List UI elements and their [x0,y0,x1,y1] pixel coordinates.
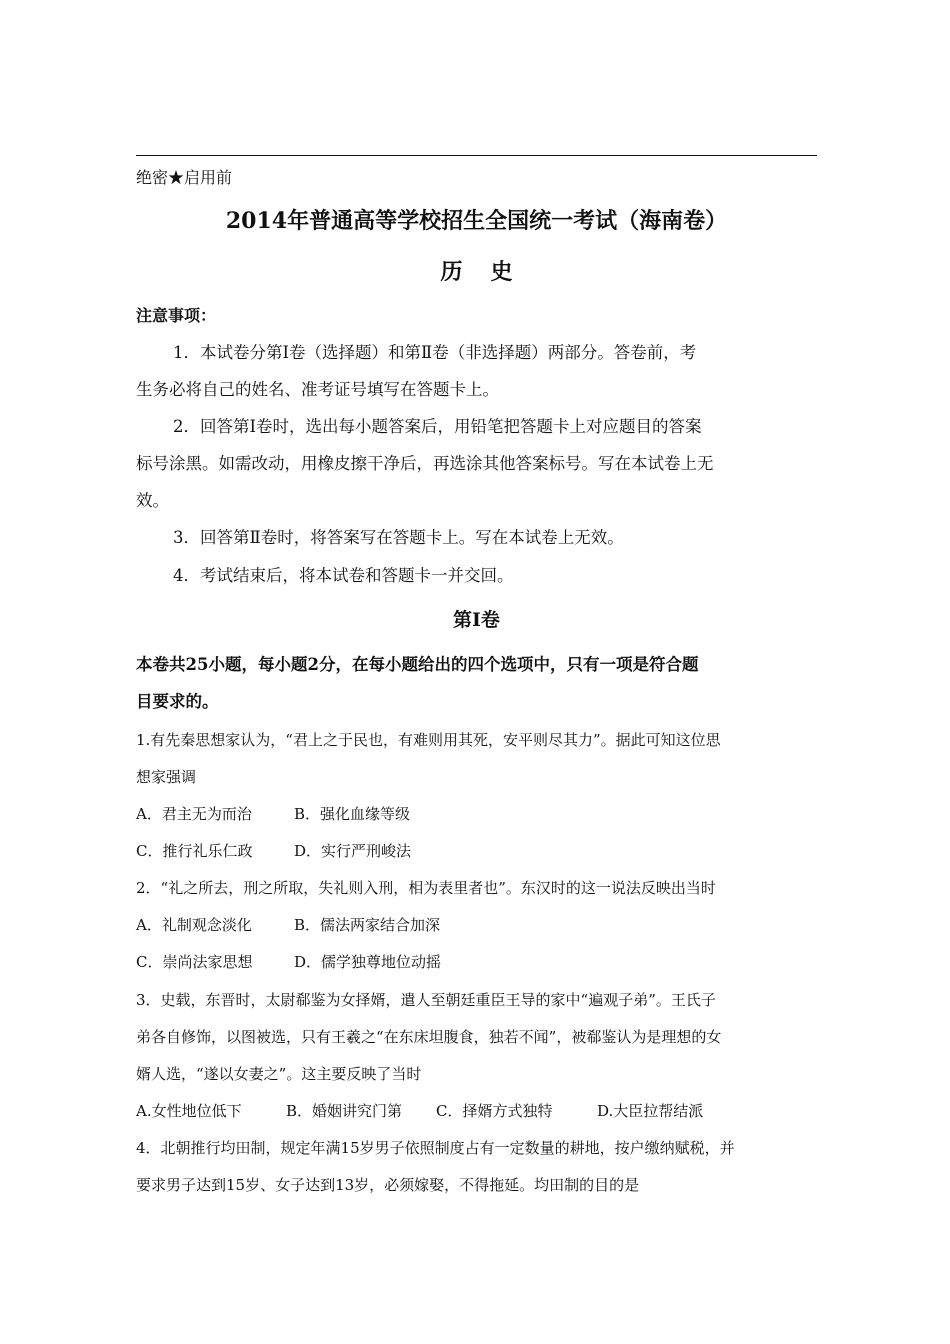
question-1-options-row-1 [136,804,817,824]
note-1-line-2: 生务必将自己的姓名、准考证号填写在答题卡上。 [136,380,499,399]
question-4-line-1: 4．北朝推行均田制，规定年满15岁男子依照制度占有一定数量的耕地，按户缴纳赋税，并 [136,1139,735,1157]
note-3: 3．回答第Ⅱ卷时，将答案写在答题卡上。写在本试卷上无效。 [173,528,624,547]
question-1-line-1: 1.有先秦思想家认为，“君上之于民也，有难则用其死，安平则尽其力”。据此可知这位思 [136,731,721,749]
secret-label: 绝密★启用前 [136,168,233,187]
question-1-option-d: D．实行严刑峻法 [294,842,412,860]
section-1-instructions-line-1: 本卷共25小题，每小题2分，在每小题给出的四个选项中，只有一项是符合题 [136,655,699,674]
question-2-options-row-1 [136,915,817,935]
question-2-option-a: A．礼制观念淡化 [136,916,252,934]
question-3-options [136,1101,817,1121]
question-3-option-d: D.大臣拉帮结派 [597,1102,704,1120]
note-4: 4．考试结束后，将本试卷和答题卡一并交回。 [173,566,514,585]
question-3-option-b: B．婚姻讲究门第 [286,1102,403,1120]
question-3-line-1: 3．史载，东晋时，太尉郗鉴为女择婿，遣人至朝廷重臣王导的家中“遍观子弟”。王氏子 [136,991,716,1009]
question-2-line-1: 2．“礼之所去，刑之所取，失礼则入刑，相为表里者也”。东汉时的这一说法反映出当时 [136,879,716,897]
question-1-option-b: B．强化血缘等级 [294,805,411,823]
subject-title: 历史 [440,259,541,285]
question-3-line-2: 弟各自修饰，以图被选，只有王羲之“在东床坦腹食，独若不闻”，被郗鉴认为是理想的女 [136,1028,722,1046]
question-3-option-c: C．择婿方式独特 [436,1102,553,1120]
question-2-option-c: C．崇尚法家思想 [136,953,253,971]
question-1-line-2: 想家强调 [136,768,197,786]
header-rule [136,155,817,156]
question-2-options-row-2 [136,952,817,972]
section-1-instructions-line-2: 目要求的。 [136,692,219,711]
note-2-line-2: 标号涂黑。如需改动，用橡皮擦干净后，再选涂其他答案标号。写在本试卷上无 [136,454,714,473]
question-2-option-b: B．儒法两家结合加深 [294,916,441,934]
question-2-option-d: D．儒学独尊地位动摇 [294,953,442,971]
note-2-line-1: 2．回答第Ⅰ卷时，选出每小题答案后，用铅笔把答题卡上对应题目的答案 [173,417,702,436]
question-4-line-2: 要求男子达到15岁、女子达到13岁，必须嫁娶，不得拖延。均田制的目的是 [136,1176,640,1194]
question-3-option-a: A.女性地位低下 [136,1102,242,1120]
notes-heading: 注意事项： [136,306,217,325]
section-1-title: 第Ⅰ卷 [453,609,500,631]
question-1-option-a: A．君主无为而治 [136,805,252,823]
note-2-line-3: 效。 [136,491,169,510]
question-3-line-3: 婿人选，“遂以女妻之”。这主要反映了当时 [136,1065,422,1083]
note-1-line-1: 1．本试卷分第Ⅰ卷（选择题）和第Ⅱ卷（非选择题）两部分。答卷前，考 [173,343,697,362]
question-1-option-c: C．推行礼乐仁政 [136,842,253,860]
exam-title: 2014年普通高等学校招生全国统一考试（海南卷） [225,208,728,234]
question-1-options-row-2 [136,841,817,861]
